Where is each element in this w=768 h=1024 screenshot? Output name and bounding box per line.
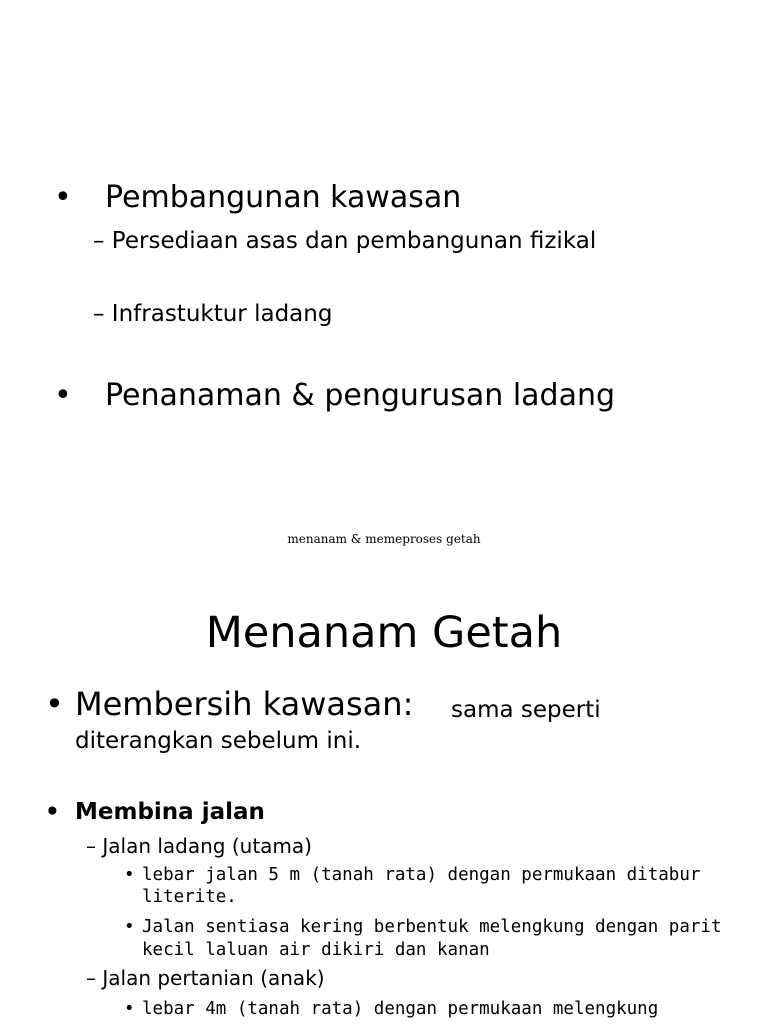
point-text-cont: kecil laluan air dikiri dan kanan	[142, 940, 490, 960]
bullet-icon: •	[45, 685, 64, 723]
bullet-continuation: diterangkan sebelum ini.	[75, 728, 362, 754]
bullet-text: Pembangunan kawasan	[105, 180, 462, 215]
point-text: lebar 4m (tanah rata) dengan permukaan melengkung	[142, 999, 659, 1019]
sub-item-1: – Persediaan asas dan pembangunan fizikal	[93, 228, 597, 254]
bullet-icon: •	[124, 999, 135, 1019]
bullet-rest: sama seperti	[451, 697, 601, 723]
bullet-icon: •	[124, 865, 135, 885]
bullet-icon: •	[124, 917, 135, 937]
point-text: Jalan sentiasa kering berbentuk melengkung dengan parit	[142, 917, 722, 937]
slide-title: Menanam Getah	[205, 608, 563, 658]
sub-item-2: – Infrastuktur ladang	[93, 301, 333, 327]
bullet-heading: Membina jalan	[75, 799, 265, 825]
bullet-icon: •	[54, 378, 72, 413]
bullet-heading: Membersih kawasan:	[75, 685, 414, 723]
point-text: lebar jalan 5 m (tanah rata) dengan permukaan ditabur	[142, 865, 701, 885]
sub-item-jalan-ladang: – Jalan ladang (utama)	[86, 834, 312, 858]
point-text-cont: literite.	[142, 887, 237, 907]
bullet-icon: •	[45, 799, 60, 825]
sub-item-jalan-pertanian: – Jalan pertanian (anak)	[86, 966, 325, 990]
bullet-icon: •	[54, 180, 72, 215]
slide-footer: menanam & memeproses getah	[287, 532, 481, 546]
bullet-text: Penanaman & pengurusan ladang	[105, 378, 616, 413]
